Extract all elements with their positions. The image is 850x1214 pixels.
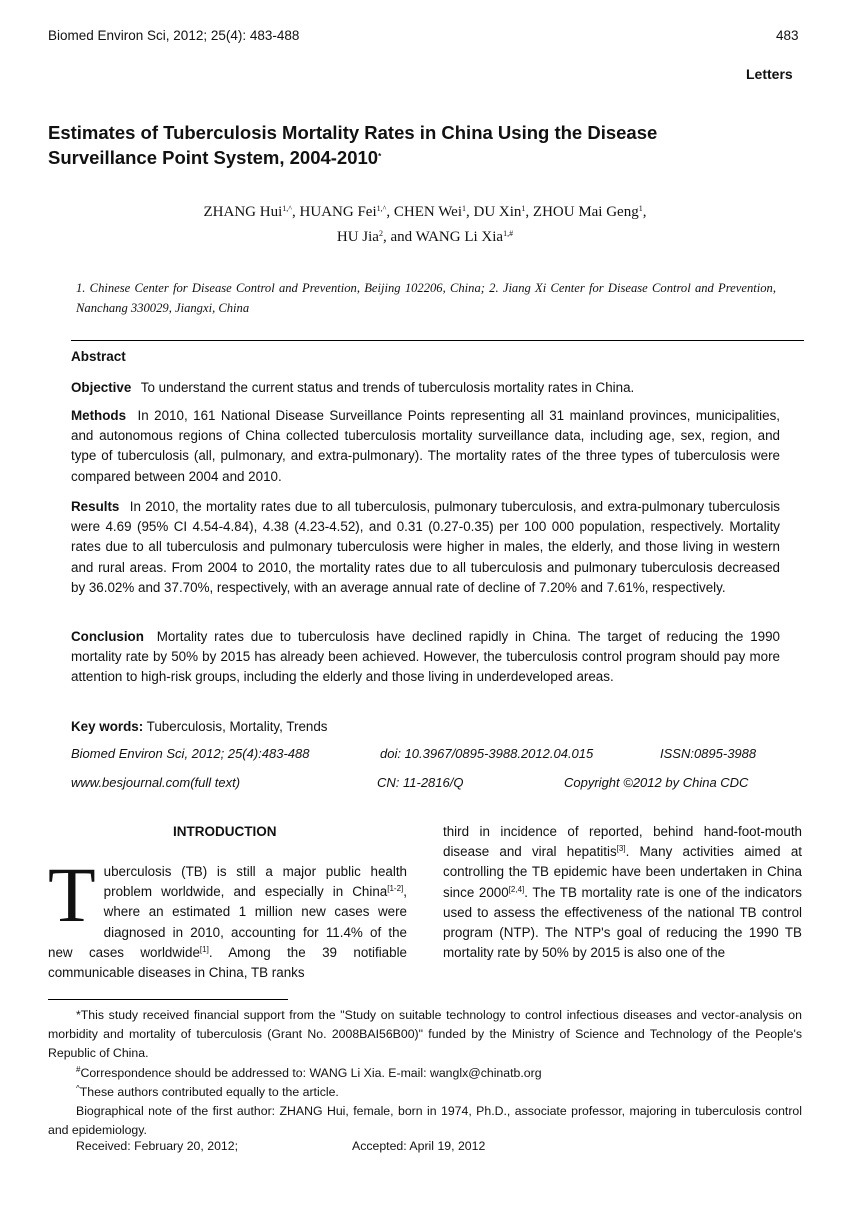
abstract-heading: Abstract — [71, 349, 126, 364]
abstract-results — [71, 497, 780, 598]
results-label: Results — [71, 499, 120, 514]
abstract-conclusion — [71, 627, 780, 688]
conclusion-text: Mortality rates due to tuberculosis have declined rapidly in China. The target of reducing the 1990 mortality rate by 50% by 2015 has already been achieved. However, the tuberculosis control program should pay more attention to high-risk groups, including the elderly and those living in underdeveloped areas. — [71, 629, 780, 685]
author: ZHANG Hui — [203, 204, 283, 220]
intro-left-column: Tuberculosis (TB) is still a major public health problem worldwide, and especially in China[1-2], where an estimated 1 million new cases were diagnosed in 2010, accounting for 11.4% of the new cases worldwide[1]. Among the 39 notifiable communicable diseases in China, TB ranks — [48, 851, 408, 981]
objective-label: Objective — [71, 380, 132, 395]
intro-heading: INTRODUCTION — [173, 824, 277, 839]
abstract-methods — [71, 406, 780, 487]
title-line-2: Surveillance Point System, 2004-2010 — [48, 147, 379, 168]
author: CHEN Wei — [393, 204, 462, 220]
author: HUANG Fei — [299, 204, 377, 220]
citation-ref: [1] — [199, 944, 209, 954]
cn-number: CN: 11-2816/Q — [377, 775, 464, 790]
author: ZHOU Mai Geng — [532, 204, 639, 220]
keywords-label: Key words: — [71, 719, 144, 734]
author: WANG Li Xia — [415, 229, 504, 245]
equal-contribution-note: ^These authors contributed equally to the article. — [76, 1083, 339, 1099]
abstract-objective — [71, 378, 780, 398]
citation: Biomed Environ Sci, 2012; 25(4):483-488 — [71, 746, 310, 761]
bio-note: Biographical note of the first author: ZHANG Hui, female, born in 1974, Ph.D., associate professor, majoring in tuberculosis control and epidemiology. — [48, 1104, 802, 1138]
author-list: ZHANG Hui$^{1,\^{}}$, HUANG Fei$^{1,\^{}}$, CHEN Wei$^1$, DU Xin$^1$, ZHOU Mai Geng$^1$, HU Jia$^2$, and WANG Li Xia$^{1,\#}$ — [203, 204, 647, 245]
methods-text: In 2010, 161 National Disease Surveillance Points representing all 31 mainland provinces, municipalities, and autonomous regions of China collected tuberculosis mortality surveillance data, including age, sex, region, and type of tuberculosis (all, pulmonary, and extra-pulmonary). The mortality rates of the three types of tuberculosis were compared between 2004 and 2010. — [71, 408, 780, 484]
abstract-top-rule — [71, 340, 804, 341]
citation-ref: [1-2] — [387, 884, 404, 894]
title-footnote-marker: * — [378, 152, 382, 161]
page-number: 483 — [776, 28, 799, 43]
doi: doi: 10.3967/0895-3988.2012.04.015 — [380, 746, 594, 761]
running-header: Biomed Environ Sci, 2012; 25(4): 483-488 — [48, 28, 300, 43]
citation-ref: [3] — [616, 844, 626, 854]
results-text: In 2010, the mortality rates due to all tuberculosis, pulmonary tuberculosis, and extra-pulmonary tuberculosis were 4.69 (95% CI 4.54-4.84), 4.38 (4.23-4.52), and 0.31 (0.27-0.35) per 100 000 population, respectively. Mortality rates due to all tuberculosis and pulmonary tuberculosis were higher in males, the elderly, and those living in western and rural areas. From 2004 to 2010, the mortality rates due to all tuberculosis and pulmonary tuberculosis decreased by 36.02% and 37.70%, respectively, with an average annual rate of decline of 7.20% and 7.61%, respectively. — [71, 499, 780, 595]
author: HU Jia — [336, 229, 379, 245]
website: www.besjournal.com(full text) — [71, 775, 241, 790]
section-label: Letters — [746, 66, 793, 82]
footnote-rule — [48, 999, 288, 1000]
article-title — [48, 120, 788, 170]
author: DU Xin — [473, 204, 522, 220]
keywords-text: Tuberculosis, Mortality, Trends — [146, 719, 328, 734]
correspondence-note: #Correspondence should be addressed to: WANG Li Xia. E-mail: wanglx@chinatb.org — [76, 1064, 542, 1080]
citation-ref: [2,4] — [508, 884, 525, 894]
footnotes — [48, 1006, 802, 1140]
title-line-1: Estimates of Tuberculosis Mortality Rates in China Using the Disease — [48, 122, 658, 143]
received-date: Received: February 20, 2012; — [76, 1139, 239, 1153]
conclusion-label: Conclusion — [71, 629, 144, 644]
funding-note: *This study received financial support from the "Study on suitable technology to control infectious diseases and vector-analysis on morbidity and mortality of tuberculosis (Grant No. 2008BAI56B00)" funded by the Ministry of Science and Technology of the People's Republic of China. — [48, 1008, 802, 1061]
drop-cap: T — [48, 851, 96, 938]
objective-text: To understand the current status and trends of tuberculosis mortality rates in China. — [140, 380, 635, 395]
copyright: Copyright ©2012 by China CDC — [564, 775, 749, 790]
keywords — [71, 717, 780, 737]
affiliations: 1. Chinese Center for Disease Control and Prevention, Beijing 102206, China; 2. Jiang Xi Center for Disease Control and Prevention, Nanchang 330029, Jiangxi, China — [76, 281, 776, 315]
accepted-date: Accepted: April 19, 2012 — [352, 1139, 486, 1153]
methods-label: Methods — [71, 408, 127, 423]
intro-right-column: third in incidence of reported, behind hand-foot-mouth disease and viral hepatitis[3]. Many activities aimed at controlling the TB epidemic have been undertaken in China since 2000[2,4]. The TB mortality rate is one of the indicators used to assess the effectiveness of the national TB control program (NTP). The NTP's goal of reducing the 1990 TB mortality rate by 50% by 2015 is also one of the — [443, 824, 802, 961]
issn: ISSN:0895-3988 — [660, 746, 757, 761]
